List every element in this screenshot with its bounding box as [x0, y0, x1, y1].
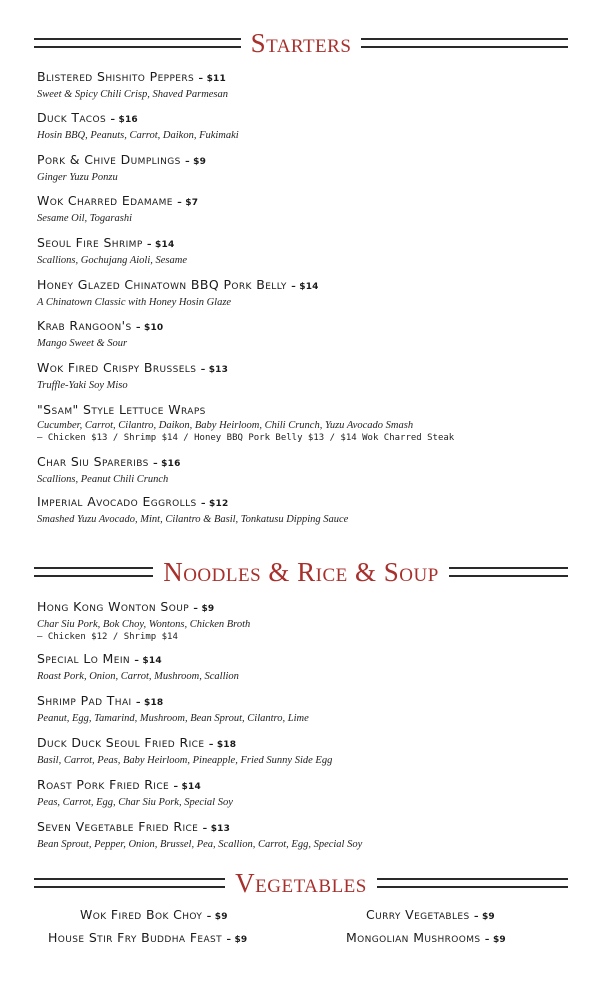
divider	[361, 38, 568, 48]
item-description: Scallions, Peanut Chili Crunch	[37, 474, 169, 485]
item-name: Hong Kong Wonton Soup	[37, 599, 190, 614]
item-description: Peas, Carrot, Egg, Char Siu Pork, Special Soy	[37, 797, 233, 808]
menu-item	[80, 907, 228, 922]
item-name: Seven Vegetable Fried Rice	[37, 819, 199, 834]
item-description: Truffle-Yaki Soy Miso	[37, 380, 128, 391]
item-name: Mongolian Mushrooms	[346, 930, 481, 945]
item-name: Wok Fired Crispy Brussels	[37, 360, 197, 375]
item-name: Krab Rangoon's	[37, 318, 132, 333]
item-description: Char Siu Pork, Bok Choy, Wontons, Chicken Broth	[37, 619, 251, 630]
divider	[34, 38, 241, 48]
item-description: A Chinatown Classic with Honey Hosin Glaze	[37, 297, 232, 308]
starters-list	[37, 68, 577, 533]
item-price: – $11	[198, 74, 226, 84]
noodles-list	[37, 598, 577, 858]
menu-item	[37, 734, 577, 776]
item-description: Peanut, Egg, Tamarind, Mushroom, Bean Sprout, Cilantro, Lime	[37, 713, 309, 724]
menu-item	[37, 68, 577, 109]
menu-item	[37, 276, 577, 317]
menu-item	[37, 776, 577, 818]
item-name: Blistered Shishito Peppers	[37, 69, 195, 84]
menu-item	[37, 109, 577, 151]
menu-item	[37, 692, 577, 734]
item-name: Honey Glazed Chinatown BBQ Pork Belly	[37, 277, 287, 292]
item-name: Imperial Avocado Eggrolls	[37, 494, 197, 509]
menu-item	[37, 359, 577, 401]
menu-item	[37, 493, 577, 533]
menu-item	[37, 453, 577, 493]
section-header-starters	[34, 28, 568, 58]
item-price: – $14	[173, 782, 201, 792]
item-name: Pork & Chive Dumplings	[37, 152, 181, 167]
item-description: Scallions, Gochujang Aioli, Sesame	[37, 255, 187, 266]
divider	[449, 567, 568, 577]
item-price: – $9	[484, 935, 506, 945]
item-name: Seoul Fire Shrimp	[37, 235, 143, 250]
menu-item	[37, 234, 577, 276]
item-description: Roast Pork, Onion, Carrot, Mushroom, Scallion	[37, 671, 239, 682]
item-options: – Chicken $12 / Shrimp $14	[37, 632, 178, 642]
section-title: Vegetables	[235, 867, 367, 898]
item-description: Sesame Oil, Togarashi	[37, 213, 132, 224]
item-name: Duck Duck Seoul Fried Rice	[37, 735, 205, 750]
item-description: Ginger Yuzu Ponzu	[37, 172, 118, 183]
menu-item	[37, 818, 577, 858]
item-price: – $10	[135, 323, 164, 333]
item-price: – $12	[200, 499, 229, 509]
item-options: – Chicken $13 / Shrimp $14 / Honey BBQ Pork Belly $13 / $14 Wok Charred Steak	[37, 433, 455, 443]
item-price: – $9	[185, 157, 207, 167]
item-description: Basil, Carrot, Peas, Baby Heirloom, Pineapple, Fried Sunny Side Egg	[37, 755, 333, 766]
section-title: Starters	[250, 27, 352, 58]
item-price: – $14	[134, 656, 162, 666]
item-name: Char Siu Spareribs	[37, 454, 149, 469]
item-description: Smashed Yuzu Avocado, Mint, Cilantro & Basil, Tonkatusu Dipping Sauce	[37, 514, 349, 525]
item-description: Sweet & Spicy Chili Crisp, Shaved Parmesan	[37, 89, 229, 100]
item-description: Mango Sweet & Sour	[37, 338, 128, 349]
item-description: Bean Sprout, Pepper, Onion, Brussel, Pea, Scallion, Carrot, Egg, Special Soy	[37, 839, 363, 850]
item-name: Curry Vegetables	[366, 907, 470, 922]
item-name: Shrimp Pad Thai	[37, 693, 132, 708]
item-name: Special Lo Mein	[37, 651, 131, 666]
divider	[34, 878, 225, 888]
item-description: Cucumber, Carrot, Cilantro, Daikon, Baby Heirloom, Chili Crunch, Yuzu Avocado Smash	[37, 420, 414, 431]
item-price: – $13	[202, 824, 231, 834]
item-name: Duck Tacos	[37, 110, 107, 125]
item-price: – $16	[153, 459, 181, 469]
divider	[34, 567, 153, 577]
menu-item	[37, 598, 577, 650]
item-price: – $9	[193, 604, 215, 614]
menu-item	[37, 401, 577, 453]
item-price: – $18	[208, 740, 237, 750]
item-price: – $9	[226, 935, 248, 945]
divider	[377, 878, 568, 888]
menu-item	[37, 650, 577, 692]
item-name: House Stir Fry Buddha Feast	[48, 930, 223, 945]
item-price: – $9	[473, 912, 495, 922]
item-price: – $7	[177, 198, 199, 208]
item-description: Hosin BBQ, Peanuts, Carrot, Daikon, Fukimaki	[37, 130, 239, 141]
menu-item	[37, 317, 577, 359]
item-price: – $16	[110, 115, 138, 125]
section-title: Noodles & Rice & Soup	[163, 556, 439, 587]
menu-item	[48, 930, 247, 945]
item-name: Wok Fired Bok Choy	[80, 907, 203, 922]
item-price: – $14	[147, 240, 175, 250]
menu-item	[346, 930, 506, 945]
item-price: – $18	[135, 698, 164, 708]
menu-item	[37, 192, 577, 234]
item-name: Roast Pork Fried Rice	[37, 777, 170, 792]
item-price: – $14	[291, 282, 319, 292]
menu-item	[366, 907, 495, 922]
item-name: "Ssam" Style Lettuce Wraps	[37, 402, 206, 417]
item-name: Wok Charred Edamame	[37, 193, 173, 208]
item-price: – $13	[200, 365, 229, 375]
section-header-vegetables	[34, 868, 568, 898]
item-price: – $9	[206, 912, 228, 922]
section-header-noodles	[34, 557, 568, 587]
menu-item	[37, 151, 577, 192]
